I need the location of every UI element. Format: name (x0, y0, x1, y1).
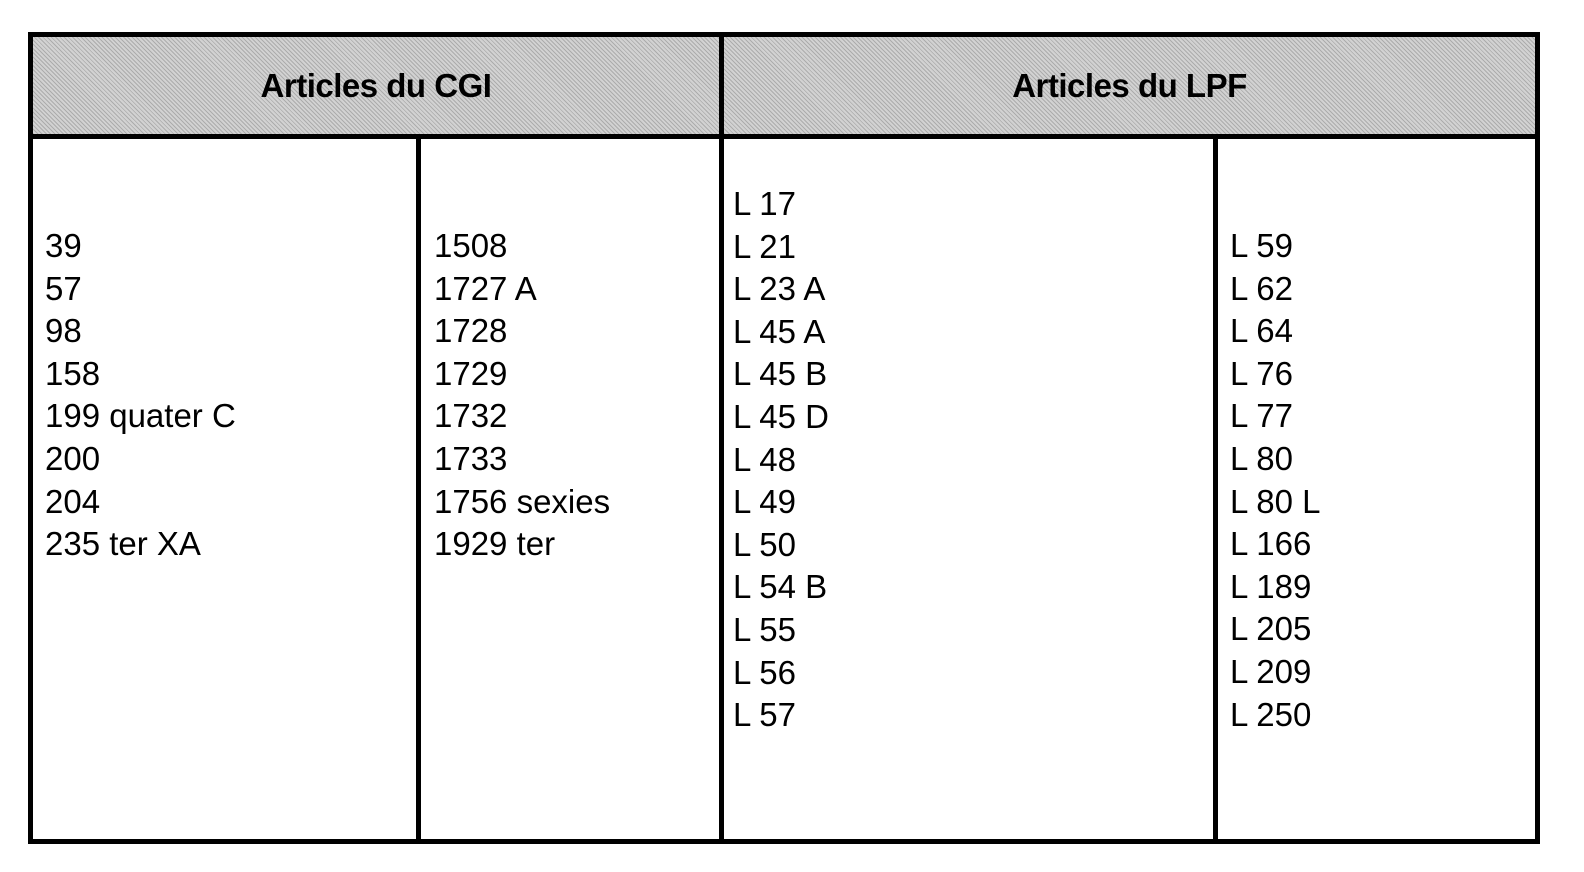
article-entry: 57 (45, 269, 82, 307)
article-entry: L 45 B (733, 355, 828, 393)
article-entry: 200 (45, 439, 101, 477)
article-entry: L 17 (733, 185, 797, 222)
article-entry: 1929 ter (434, 525, 556, 563)
header-lpf: Articles du LPF (1012, 67, 1247, 104)
article-entry: L 55 (733, 610, 797, 648)
article-entry: 204 (45, 482, 101, 520)
article-entry: 1727 A (434, 269, 537, 307)
lpf-column-divider (1213, 139, 1218, 839)
articles-table (28, 32, 1540, 844)
article-entry: L 59 (1230, 227, 1294, 264)
article-entry: 1732 (434, 397, 508, 435)
article-entry: L 56 (733, 653, 797, 691)
article-entry: L 21 (733, 227, 797, 265)
article-entry: L 50 (733, 525, 797, 563)
article-entry: L 48 (733, 440, 797, 478)
article-entry: 98 (45, 312, 82, 350)
article-entry: L 23 A (733, 270, 826, 308)
article-entry: 199 quater C (45, 397, 236, 435)
article-entry: L 76 (1230, 354, 1294, 392)
article-entry: L 77 (1230, 397, 1294, 435)
article-entry: L 57 (733, 696, 797, 734)
article-entry: L 54 B (733, 568, 828, 606)
main-column-divider (719, 37, 724, 839)
article-entry: 1733 (434, 439, 508, 477)
article-entry: 158 (45, 354, 101, 392)
article-entry: L 49 (733, 483, 797, 521)
article-entry: 1756 sexies (434, 482, 611, 520)
lpf-column-2 (1230, 225, 1321, 736)
article-entry: L 45 A (733, 312, 826, 350)
article-entry: 1729 (434, 354, 508, 392)
article-entry: L 45 D (733, 397, 830, 435)
article-entry: L 205 (1230, 610, 1312, 648)
cgi-column-divider (416, 139, 421, 839)
article-entry: L 64 (1230, 312, 1294, 350)
article-entry: 1508 (434, 227, 508, 264)
cgi-column-1 (45, 225, 236, 566)
article-entry: L 62 (1230, 269, 1294, 307)
lpf-column-1 (733, 183, 829, 737)
table-header-row (33, 37, 1535, 139)
article-entry: L 80 L (1230, 482, 1321, 520)
header-cgi: Articles du CGI (260, 67, 492, 104)
article-entry: 235 ter XA (45, 525, 201, 563)
article-entry: L 166 (1230, 525, 1312, 563)
article-entry: L 80 (1230, 439, 1294, 477)
cgi-column-2 (434, 225, 610, 566)
article-entry: L 209 (1230, 652, 1312, 690)
article-entry: 39 (45, 227, 82, 264)
article-entry: L 250 (1230, 695, 1312, 733)
article-entry: 1728 (434, 312, 508, 350)
article-entry: L 189 (1230, 567, 1312, 605)
